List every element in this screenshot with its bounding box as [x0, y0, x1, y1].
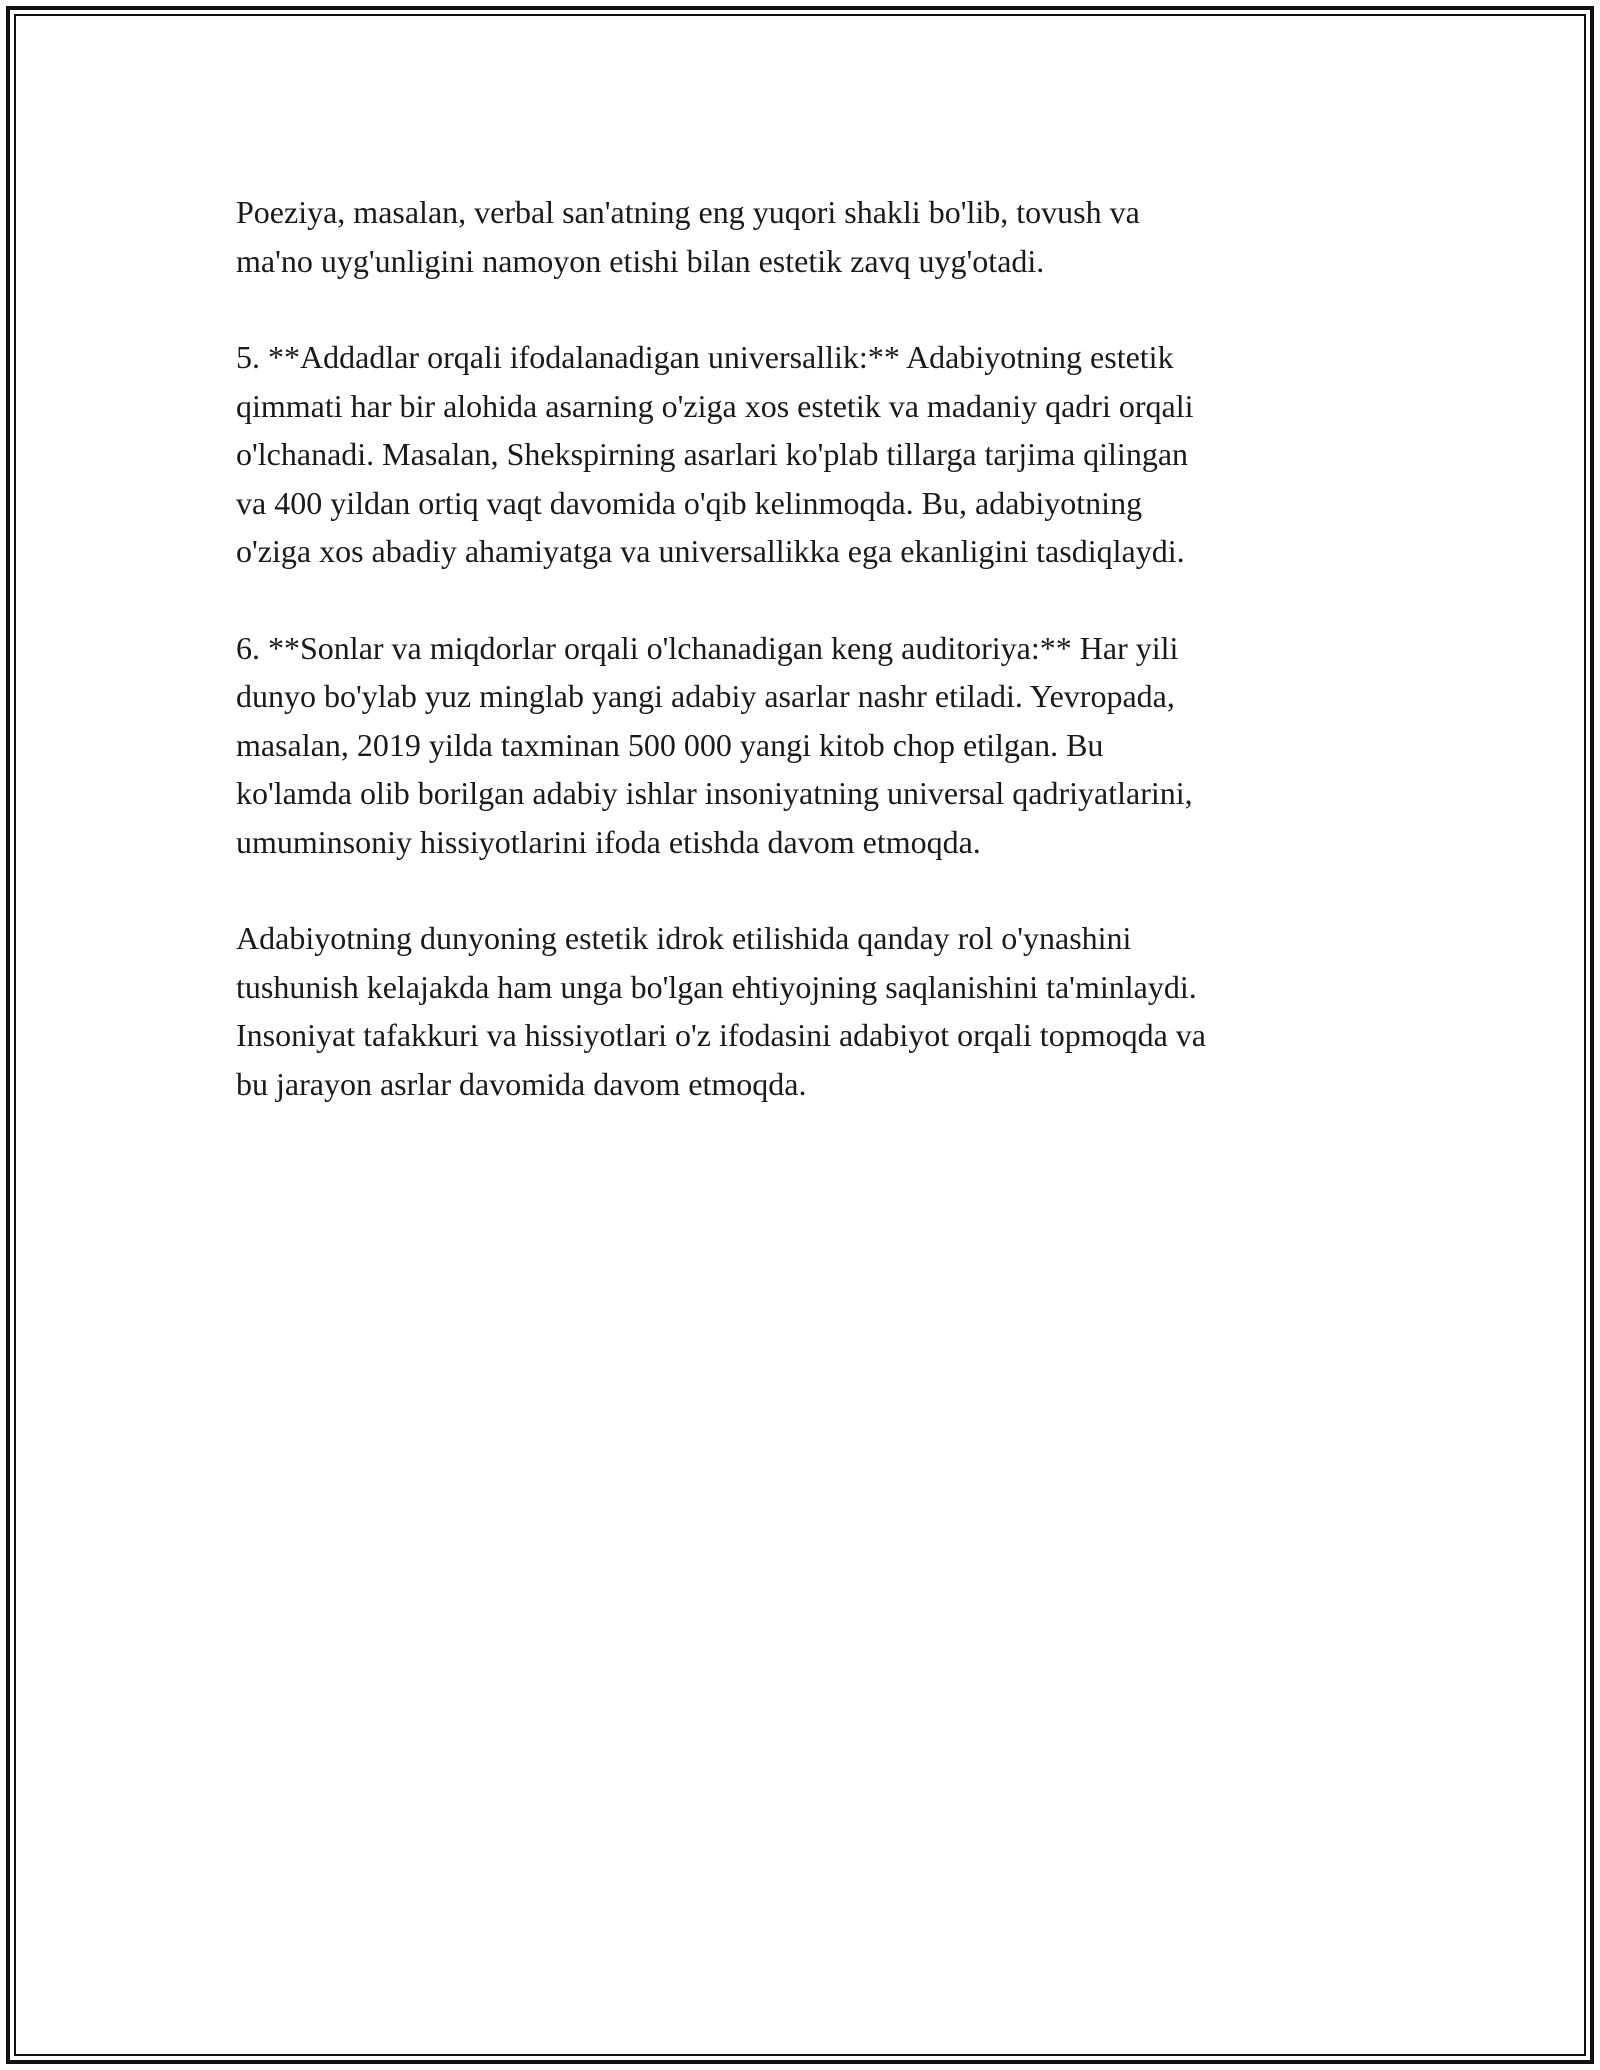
text-line: o'ziga xos abadiy ahamiyatga va universallikka ega ekanligini tasdiqlaydi.: [236, 533, 1185, 569]
text-line: o'lchanadi. Masalan, Shekspirning asarlari ko'plab tillarga tarjima qilingan: [236, 436, 1189, 472]
text-line: Insoniyat tafakkuri va hissiyotlari o'z ifodasini adabiyot orqali topmoqda va: [236, 1017, 1206, 1053]
text-line: umuminsoniy hissiyotlarini ifoda etishda davom etmoqda.: [236, 823, 981, 860]
paragraph-conclusion: [236, 914, 1376, 1108]
document-body: [236, 188, 1376, 1156]
paragraph-poetry: [236, 188, 1376, 285]
paragraph-item-5: [236, 333, 1376, 576]
text-line: dunyo bo'ylab yuz minglab yangi adabiy asarlar nashr etiladi. Yevropada,: [236, 678, 1175, 714]
text-line: ko'lamda olib borilgan adabiy ishlar insoniyatning universal qadriyatlarini,: [236, 775, 1193, 811]
text-line: tushunish kelajakda ham unga bo'lgan ehtiyojning saqlanishini ta'minlaydi.: [236, 968, 1197, 1005]
text-line: masalan, 2019 yilda taxminan 500 000 yangi kitob chop etilgan. Bu: [236, 726, 1104, 763]
text-line: ma'no uyg'unligini namoyon etishi bilan estetik zavq uyg'otadi.: [236, 242, 1045, 279]
text-line: bu jarayon asrlar davomida davom etmoqda.: [236, 1065, 807, 1102]
text-line: 5. **Addadlar orqali ifodalanadigan universallik:** Adabiyotning estetik: [236, 339, 1174, 375]
text-line: 6. **Sonlar va miqdorlar orqali o'lchanadigan keng auditoriya:** Har yili: [236, 629, 1179, 666]
text-line: Poeziya, masalan, verbal san'atning eng yuqori shakli bo'lib, tovush va: [236, 194, 1140, 230]
text-line: va 400 yildan ortiq vaqt davomida o'qib kelinmoqda. Bu, adabiyotning: [236, 484, 1143, 521]
paragraph-item-6: [236, 624, 1376, 867]
text-line: qimmati har bir alohida asarning o'ziga xos estetik va madaniy qadri orqali: [236, 387, 1194, 424]
text-line: Adabiyotning dunyoning estetik idrok etilishida qanday rol o'ynashini: [236, 920, 1132, 956]
